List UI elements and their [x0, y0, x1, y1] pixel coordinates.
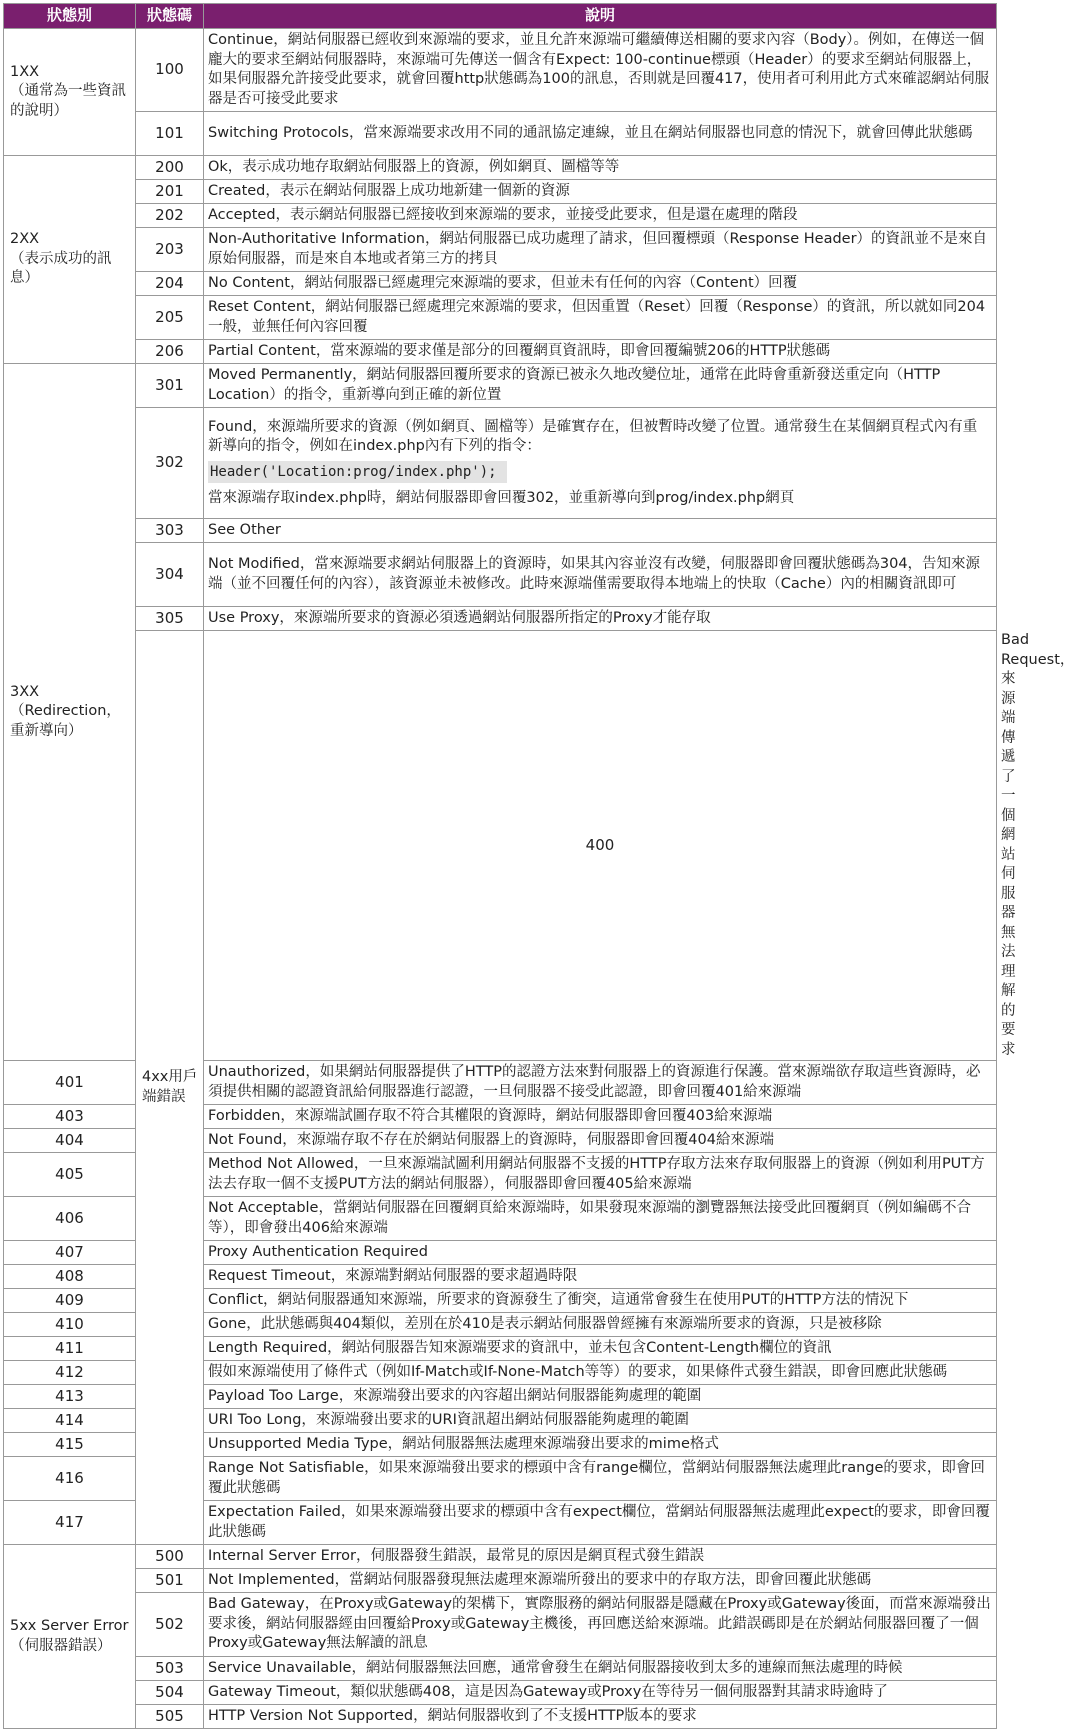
status-code: 413 [4, 1385, 136, 1409]
status-description: URI Too Long，來源端發出要求的URI資訊超出網站伺服器能夠處理的範圍 [204, 1409, 997, 1433]
status-description: Request Timeout，來源端對網站伺服器的要求超過時限 [204, 1265, 997, 1289]
table-row [4, 228, 997, 272]
table-row [4, 112, 997, 156]
table-row [4, 1545, 997, 1569]
status-description: Proxy Authentication Required [204, 1241, 997, 1265]
header-category: 狀態別 [4, 4, 136, 29]
status-description: Created，表示在網站伺服器上成功地新建一個新的資源 [204, 180, 997, 204]
status-description: Unauthorized，如果網站伺服器提供了HTTP的認證方法來對伺服器上的資源進行保護。當來源端欲存取這些資源時，必須提供相關的認證資訊給伺服器進行認證，一旦伺服器不接受此認證，即會回覆401給來源端 [204, 1061, 997, 1105]
status-description: Range Not Satisfiable，如果來源端發出要求的標頭中含有range欄位，當網站伺服器無法處理此range的要求，即會回覆此狀態碼 [204, 1457, 997, 1501]
status-code: 205 [136, 296, 204, 340]
status-description: Forbidden，來源端試圖存取不符合其權限的資源時，網站伺服器即會回覆403給來源端 [204, 1105, 997, 1129]
status-description: Use Proxy，來源端所要求的資源必須透過網站伺服器所指定的Proxy才能存取 [204, 607, 997, 631]
status-description: 假如來源端使用了條件式（例如If-Match或If-None-Match等等）的要求，如果條件式發生錯誤，即會回應此狀態碼 [204, 1361, 997, 1385]
table-row [4, 1593, 997, 1657]
status-description: Reset Content，網站伺服器已經處理完來源端的要求，但因重置（Reset）回覆（Response）的資訊，所以就如同204一般，並無任何內容回覆 [204, 296, 997, 340]
category-3xx [4, 364, 136, 1061]
status-description: HTTP Version Not Supported，網站伺服器收到了不支援HTTP版本的要求 [204, 1705, 997, 1729]
table-row [4, 180, 997, 204]
category-label: 4xx用戶端錯誤 [142, 1069, 198, 1105]
status-code: 504 [136, 1681, 204, 1705]
table-row: 4xx用戶端錯誤 400 Bad Request，來源端傳遞了一個網站伺服器無法理解的要求 [4, 631, 997, 1061]
description-text-continued: 當來源端存取index.php時，網站伺服器即會回覆302，並重新導向到prog/index.php網頁 [208, 489, 795, 506]
status-description: Ok，表示成功地存取網站伺服器上的資源，例如網頁、圖檔等等 [204, 156, 997, 180]
category-label: 2XX [10, 231, 40, 248]
table-header-row [4, 4, 997, 29]
table-row [4, 29, 997, 112]
status-code: 206 [136, 340, 204, 364]
status-description: No Content，網站伺服器已經處理完來源端的要求，但並未有任何的內容（Content）回覆 [204, 272, 997, 296]
table-row [4, 296, 997, 340]
status-code: 412 [4, 1361, 136, 1385]
status-description: See Other [204, 519, 997, 543]
header-description: 說明 [204, 4, 997, 29]
category-4xx [136, 631, 204, 1545]
category-note: （通常為一些資訊的說明） [10, 83, 126, 119]
table-row [4, 272, 997, 296]
status-code: 203 [136, 228, 204, 272]
status-code: 411 [4, 1337, 136, 1361]
status-code: 501 [136, 1569, 204, 1593]
status-code: 503 [136, 1657, 204, 1681]
status-description: Switching Protocols，當來源端要求改用不同的通訊協定連線，並且在網站伺服器也同意的情況下，就會回傳此狀態碼 [204, 112, 997, 156]
category-label: 1XX [10, 63, 40, 80]
status-code: 406 [4, 1197, 136, 1241]
status-description: Gone，此狀態碼與404類似，差別在於410是表示網站伺服器曾經擁有來源端所要求的資源，只是被移除 [204, 1313, 997, 1337]
category-2xx [4, 156, 136, 364]
status-code: 409 [4, 1289, 136, 1313]
status-code: 500 [136, 1545, 204, 1569]
status-code: 407 [4, 1241, 136, 1265]
status-code: 502 [136, 1593, 204, 1657]
status-code: 405 [4, 1153, 136, 1197]
table-row [4, 340, 997, 364]
status-code: 415 [4, 1433, 136, 1457]
category-note: （伺服器錯誤） [10, 1637, 112, 1654]
table-row [4, 1569, 997, 1593]
table-row [4, 1657, 997, 1681]
status-code: 410 [4, 1313, 136, 1337]
status-description: Payload Too Large，來源端發出要求的內容超出網站伺服器能夠處理的範圍 [204, 1385, 997, 1409]
status-description: Length Required，網站伺服器告知來源端要求的資訊中，並未包含Content-Length欄位的資訊 [204, 1337, 997, 1361]
status-description: Service Unavailable，網站伺服器無法回應，通常會發生在網站伺服器接收到太多的連線而無法處理的時候 [204, 1657, 997, 1681]
status-description: Not Found，來源端存取不存在於網站伺服器上的資源時，伺服器即會回覆404給來源端 [204, 1129, 997, 1153]
status-description: Non-Authoritative Information，網站伺服器已成功處理了請求，但回覆標頭（Response Header）的資訊並不是來自原始伺服器，而是來自本地或者第三方的拷貝 [204, 228, 997, 272]
table-row [4, 364, 997, 408]
description-text: Found，來源端所要求的資源（例如網頁、圖檔等）是確實存在，但被暫時改變了位置。通常發生在某個網頁程式內有重新導向的指令，例如在index.php內有下列的指令： [208, 418, 978, 455]
status-description: Unsupported Media Type，網站伺服器無法處理來源端發出要求的mime格式 [204, 1433, 997, 1457]
status-description: Conflict，網站伺服器通知來源端，所要求的資源發生了衝突，這通常會發生在使用PUT的HTTP方法的情況下 [204, 1289, 997, 1313]
status-description: Not Acceptable，當網站伺服器在回覆網頁給來源端時，如果發現來源端的瀏覽器無法接受此回覆網頁（例如編碼不合等），即會發出406給來源端 [204, 1197, 997, 1241]
category-5xx [4, 1545, 136, 1729]
status-code: 416 [4, 1457, 136, 1501]
category-note: （表示成功的訊息） [10, 250, 112, 287]
status-description: Not Implemented，當網站伺服器發現無法處理來源端所發出的要求中的存取方法，即會回覆此狀態碼 [204, 1569, 997, 1593]
status-description: Expectation Failed，如果來源端發出要求的標頭中含有expect欄位，當網站伺服器無法處理此expect的要求，即會回覆此狀態碼 [204, 1501, 997, 1545]
table-row [4, 543, 997, 607]
table-row [4, 408, 997, 519]
table-row [4, 519, 997, 543]
status-code: 401 [4, 1061, 136, 1105]
status-code: 305 [136, 607, 204, 631]
header-code: 狀態碼 [136, 4, 204, 29]
status-description: Not Modified，當來源端要求網站伺服器上的資源時，如果其內容並沒有改變，伺服器即會回覆狀態碼為304，告知來源端（並不回覆任何的內容），該資源並未被修改。此時來源端僅需要取得本地端上的快取（Cache）內的相關資訊即可 [204, 543, 997, 607]
status-code: 303 [136, 519, 204, 543]
table-row [4, 1705, 997, 1729]
status-description: Gateway Timeout，類似狀態碼408，這是因為Gateway或Proxy在等待另一個伺服器對其請求時逾時了 [204, 1681, 997, 1705]
status-code: 304 [136, 543, 204, 607]
status-code: 204 [136, 272, 204, 296]
status-code: 408 [4, 1265, 136, 1289]
status-code: 414 [4, 1409, 136, 1433]
category-label: 3XX [10, 683, 40, 700]
status-description: Partial Content，當來源端的要求僅是部分的回覆網頁資訊時，即會回覆編號206的HTTP狀態碼 [204, 340, 997, 364]
status-description: Internal Server Error，伺服器發生錯誤，最常見的原因是網頁程式發生錯誤 [204, 1545, 997, 1569]
status-code: 417 [4, 1501, 136, 1545]
status-code: 302 [136, 408, 204, 519]
status-description: Method Not Allowed，一旦來源端試圖利用網站伺服器不支援的HTTP存取方法來存取伺服器上的資源（例如利用PUT方法去存取一個不支援PUT方法的網站伺服器），伺服器即會回覆405給來源端 [204, 1153, 997, 1197]
http-status-table [3, 3, 1074, 1729]
category-1xx [4, 29, 136, 156]
status-code: 202 [136, 204, 204, 228]
status-code: 200 [136, 156, 204, 180]
status-description: Continue，網站伺服器已經收到來源端的要求，並且允許來源端可繼續傳送相關的要求內容（Body）。例如，在傳送一個龐大的要求至網站伺服器時，來源端可先傳送一個含有Expect: 100-continue標頭（Header）的要求至網站伺服器上，如果伺服器允許接受此要求，就會回覆http狀態碼為100的訊息，否則就是回覆417，使用者可利用此方式來確認網站伺服器是否可接受此要求 [204, 29, 997, 112]
status-code: 403 [4, 1105, 136, 1129]
category-note: （Redirection，重新導向） [10, 703, 121, 739]
table-row [4, 1681, 997, 1705]
status-description: Accepted，表示網站伺服器已經接收到來源端的要求，並接受此要求，但是還在處理的階段 [204, 204, 997, 228]
table-row [4, 607, 997, 631]
status-code: 301 [136, 364, 204, 408]
status-code: 400 [204, 631, 997, 1061]
table-row [4, 204, 997, 228]
status-code: 505 [136, 1705, 204, 1729]
status-description-302 [204, 408, 997, 519]
status-code: 201 [136, 180, 204, 204]
status-code: 100 [136, 29, 204, 112]
status-description: Moved Permanently，網站伺服器回覆所要求的資源已被永久地改變位址，通常在此時會重新發送重定向（HTTP Location）的指令，重新導向到正確的新位置 [204, 364, 997, 408]
code-example: Header('Location:prog/index.php'); [208, 461, 507, 483]
status-code: 101 [136, 112, 204, 156]
table-row [4, 156, 997, 180]
status-code: 404 [4, 1129, 136, 1153]
status-description: Bad Gateway，在Proxy或Gateway的架構下，實際服務的網站伺服器是隱藏在Proxy或Gateway後面，而當來源端發出要求後，網站伺服器經由回覆給Proxy或Gateway主機後，再回應送給來源端。此錯誤碼即是在於網站伺服器回覆了一個Proxy或Gateway無法解讀的訊息 [204, 1593, 997, 1657]
category-label: 5xx Server Error [10, 1618, 129, 1634]
